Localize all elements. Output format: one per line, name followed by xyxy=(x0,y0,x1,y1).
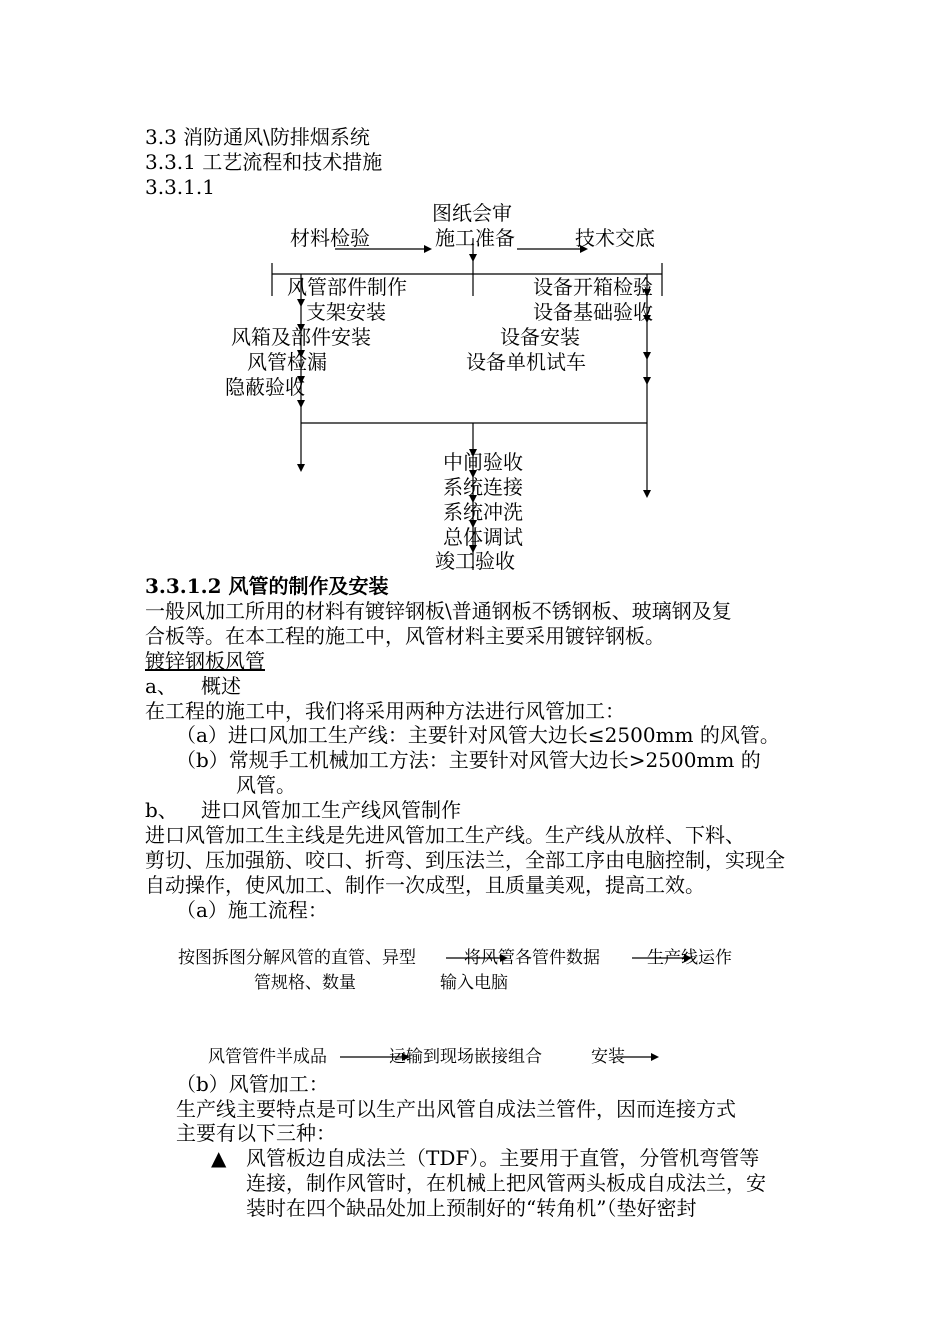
subheading-galvanized: 镀锌钢板风管 xyxy=(145,649,265,673)
duct-process-line1: 生产线主要特点是可以生产出风管自成法兰管件，因而连接方式 xyxy=(176,1097,736,1121)
process-step3: 生产线运作 xyxy=(647,948,732,968)
flow-box-install: 风箱及部件安装 xyxy=(231,325,371,349)
process-step5: 运输到现场嵌接组合 xyxy=(389,1047,542,1067)
flow-duct-parts: 风管部件制作 xyxy=(287,275,407,299)
triangle-bullet-icon: ▲ xyxy=(211,1146,227,1170)
flow-duct-leak: 风管检漏 xyxy=(247,350,327,374)
process-step2-line1: 将风管各管件数据 xyxy=(464,948,600,968)
process-step2-line2: 输入电脑 xyxy=(440,973,508,993)
bullet1-line2: 连接，制作风管时，在机械上把风管两头板成自成法兰，安 xyxy=(246,1171,766,1195)
flow-equip-unpack: 设备开箱检验 xyxy=(533,275,653,299)
flow-sys-flush: 系统冲洗 xyxy=(443,500,523,524)
item-a-sub2-line1: （b）常规手工机械加工方法：主要针对风管大边长>2500mm 的 xyxy=(176,748,761,772)
process-step1-line2: 管规格、数量 xyxy=(254,973,356,993)
item-b-para-line3: 自动操作，使风加工、制作一次成型，且质量美观，提高工效。 xyxy=(145,873,705,897)
item-b-para-line1: 进口风管加工生主线是先进风管加工生产线。生产线从放样、下料、 xyxy=(145,823,745,847)
flow-equip-install: 设备安装 xyxy=(500,325,580,349)
duct-process-title: （b）风管加工： xyxy=(176,1072,329,1096)
process-step1-line1: 按图拆图分解风管的直管、异型 xyxy=(178,948,416,968)
process-title: （a）施工流程： xyxy=(176,898,328,922)
flow-construction-prep: 施工准备 xyxy=(435,226,515,250)
heading-3-3-1: 3.3.1 工艺流程和技术措施 xyxy=(145,150,383,174)
item-a-label: a、 xyxy=(145,674,177,698)
flow-equip-base: 设备基础验收 xyxy=(533,300,653,324)
flow-tech-briefing: 技术交底 xyxy=(575,226,655,250)
item-a-sub2-line2: 风管。 xyxy=(236,773,296,797)
item-a-intro: 在工程的施工中，我们将采用两种方法进行风管加工： xyxy=(145,699,625,723)
flow-overall-debug: 总体调试 xyxy=(443,525,523,549)
bullet1-line1: 风管板边自成法兰（TDF）。主要用于直管，分管机弯管等 xyxy=(246,1146,760,1170)
flow-concealed-accept: 隐蔽验收 xyxy=(225,375,305,399)
para1-line2: 合板等。在本工程的施工中，风管材料主要采用镀锌钢板。 xyxy=(145,624,665,648)
item-a-sub1: （a）进口风加工生产线：主要针对风管大边长≤2500mm 的风管。 xyxy=(176,723,780,747)
heading-3-3: 3.3 消防通风\防排烟系统 xyxy=(145,125,370,149)
flow-bracket-install: 支架安装 xyxy=(306,300,386,324)
heading-3-3-1-1: 3.3.1.1 xyxy=(145,175,215,199)
section-title: 3.3.1.2 风管的制作及安装 xyxy=(145,574,389,598)
bullet1-line3: 装时在四个缺品处加上预制好的“转角机”（垫好密封 xyxy=(246,1196,697,1220)
para1-line1: 一般风加工所用的材料有镀锌钢板\普通钢板不锈钢板、玻璃钢及复 xyxy=(145,599,732,623)
item-b-title: 进口风管加工生产线风管制作 xyxy=(201,798,461,822)
flow-material-inspection: 材料检验 xyxy=(290,226,370,250)
item-b-label: b、 xyxy=(145,798,178,822)
process-step4: 风管管件半成品 xyxy=(208,1047,327,1067)
flow-sys-connect: 系统连接 xyxy=(443,475,523,499)
item-b-para-line2: 剪切、压加强筋、咬口、折弯、到压法兰，全部工序由电脑控制，实现全 xyxy=(145,848,785,872)
flow-drawing-review: 图纸会审 xyxy=(432,201,512,225)
flow-final-accept: 竣工验收 xyxy=(435,549,515,573)
flow-equip-test: 设备单机试车 xyxy=(466,350,586,374)
item-a-title: 概述 xyxy=(201,674,241,698)
flow-mid-accept: 中间验收 xyxy=(443,450,523,474)
process-step6: 安装 xyxy=(591,1047,625,1067)
duct-process-line2: 主要有以下三种： xyxy=(176,1121,336,1145)
